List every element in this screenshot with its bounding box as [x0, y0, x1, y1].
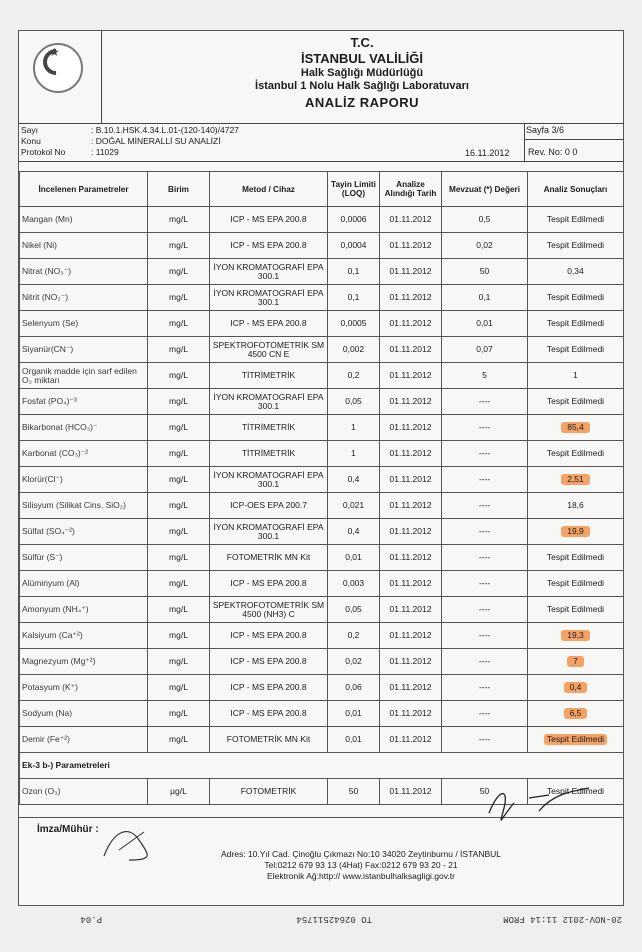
- cell-limit: ----: [442, 441, 528, 467]
- cell-unit: mg/L: [148, 233, 210, 259]
- cell-date: 01.11.2012: [380, 363, 442, 389]
- cell-loq: 0,01: [328, 701, 380, 727]
- cell-limit: 0,1: [442, 285, 528, 311]
- cell-limit: ----: [442, 675, 528, 701]
- col-header-date: Analize Alındığı Tarih: [380, 172, 442, 207]
- cell-limit: ----: [442, 545, 528, 571]
- cell-param: Alüminyum (Al): [20, 571, 148, 597]
- cell-method: SPEKTROFOTOMETRİK SM 4500 CN E: [210, 337, 328, 363]
- cell-unit: mg/L: [148, 441, 210, 467]
- cell-date: 01.11.2012: [380, 311, 442, 337]
- cell-loq: 0,4: [328, 467, 380, 493]
- section-row: [20, 753, 624, 779]
- cell-date: 01.11.2012: [380, 493, 442, 519]
- cell-result: Tespit Edilmedi: [528, 389, 624, 415]
- cell-date: 01.11.2012: [380, 233, 442, 259]
- cell-limit: ----: [442, 571, 528, 597]
- cell-unit: mg/L: [148, 493, 210, 519]
- cell-loq: 0,4: [328, 519, 380, 545]
- cell-param: Kalsiyum (Ca⁺²): [20, 623, 148, 649]
- cell-unit: mg/L: [148, 285, 210, 311]
- cell-method: TİTRİMETRİK: [210, 363, 328, 389]
- cell-result: [528, 649, 624, 675]
- cell-date: 01.11.2012: [380, 441, 442, 467]
- cell-unit: mg/L: [148, 259, 210, 285]
- cell-result: [528, 727, 624, 753]
- cell-result: [528, 519, 624, 545]
- col-header-limit: Mevzuat (*) Değeri: [442, 172, 528, 207]
- cell-date: 01.11.2012: [380, 779, 442, 805]
- table-row: [20, 207, 624, 233]
- revision-number: Rev. No: 0 0: [528, 147, 578, 157]
- footer-address: [19, 849, 623, 882]
- cell-loq: 0,06: [328, 675, 380, 701]
- cell-limit: ----: [442, 493, 528, 519]
- cell-param: Demir (Fe⁺²): [20, 727, 148, 753]
- cell-unit: mg/L: [148, 649, 210, 675]
- cell-limit: ----: [442, 519, 528, 545]
- table-row: [20, 493, 624, 519]
- cell-param: Magnezyum (Mg⁺²): [20, 649, 148, 675]
- page-number: Sayfa 3/6: [526, 125, 565, 135]
- cell-param: Organik madde için sarf edilen O₂ miktarı: [20, 363, 148, 389]
- ministry-logo: [19, 31, 102, 123]
- cell-limit: ----: [442, 415, 528, 441]
- cell-param: Potasyum (K⁺): [20, 675, 148, 701]
- cell-result: 0,34: [528, 259, 624, 285]
- cell-unit: mg/L: [148, 727, 210, 753]
- cell-method: FOTOMETRİK: [210, 779, 328, 805]
- title-laboratuvar: İstanbul 1 Nolu Halk Sağlığı Laboratuvarı: [255, 80, 469, 92]
- cell-loq: 0,003: [328, 571, 380, 597]
- cell-param: Silisyum (Silikat Cins. SiO₂): [20, 493, 148, 519]
- cell-loq: 0,01: [328, 727, 380, 753]
- cell-unit: mg/L: [148, 545, 210, 571]
- cell-limit: 50: [442, 779, 528, 805]
- table-row: [20, 389, 624, 415]
- cell-method: SPEKTROFOTOMETRİK SM 4500 (NH3) C: [210, 597, 328, 623]
- cell-loq: 0,0004: [328, 233, 380, 259]
- highlighted-result: 19,3: [561, 630, 590, 641]
- table-header-row: [20, 172, 624, 207]
- cell-unit: mg/L: [148, 675, 210, 701]
- table-row: [20, 649, 624, 675]
- cell-date: 01.11.2012: [380, 597, 442, 623]
- table-row: [20, 415, 624, 441]
- cell-loq: 0,1: [328, 285, 380, 311]
- cell-loq: 0,0005: [328, 311, 380, 337]
- cell-param: Siyanür(CN⁻): [20, 337, 148, 363]
- sayi-label: Sayı: [21, 125, 39, 135]
- section-label: Ek-3 b-) Parametreleri: [20, 753, 624, 779]
- cell-result: Tespit Edilmedi: [528, 545, 624, 571]
- cell-result: Tespit Edilmedi: [528, 337, 624, 363]
- signature-label: İmza/Mühür :: [37, 824, 99, 835]
- cell-date: 01.11.2012: [380, 389, 442, 415]
- cell-loq: 1: [328, 415, 380, 441]
- table-row: [20, 545, 624, 571]
- cell-method: ICP - MS EPA 200.8: [210, 623, 328, 649]
- table-row: [20, 363, 624, 389]
- cell-unit: mg/L: [148, 337, 210, 363]
- cell-unit: mg/L: [148, 311, 210, 337]
- cell-method: İYON KROMATOGRAFİ EPA 300.1: [210, 389, 328, 415]
- cell-unit: mg/L: [148, 363, 210, 389]
- protokol-label: Protokol No: [21, 147, 66, 157]
- cell-unit: µg/L: [148, 779, 210, 805]
- fax-page: P.04: [80, 914, 102, 924]
- cell-date: 01.11.2012: [380, 207, 442, 233]
- cell-date: 01.11.2012: [380, 623, 442, 649]
- sayi-value: : B.10.1.HSK.4.34.L.01-(120-140)/4727: [91, 125, 239, 135]
- cell-method: İYON KROMATOGRAFİ EPA 300.1: [210, 519, 328, 545]
- cell-result: Tespit Edilmedi: [528, 779, 624, 805]
- cell-param: Nitrit (NO₂⁻): [20, 285, 148, 311]
- col-header-param: İncelenen Parametreler: [20, 172, 148, 207]
- cell-unit: mg/L: [148, 389, 210, 415]
- cell-limit: 0,01: [442, 311, 528, 337]
- cell-date: 01.11.2012: [380, 285, 442, 311]
- table-row: [20, 441, 624, 467]
- table-row: [20, 701, 624, 727]
- cell-method: İYON KROMATOGRAFİ EPA 300.1: [210, 467, 328, 493]
- cell-date: 01.11.2012: [380, 415, 442, 441]
- cell-date: 01.11.2012: [380, 337, 442, 363]
- col-header-loq: Tayin Limiti (LOQ): [328, 172, 380, 207]
- cell-param: Klorür(Cl⁻): [20, 467, 148, 493]
- cell-param: Karbonat (CO₃)⁻²: [20, 441, 148, 467]
- report-date: 16.11.2012: [465, 148, 510, 158]
- cell-limit: 0,5: [442, 207, 528, 233]
- table-row: [20, 623, 624, 649]
- cell-result: [528, 675, 624, 701]
- cell-loq: 0,05: [328, 389, 380, 415]
- cell-limit: ----: [442, 649, 528, 675]
- cell-loq: 0,2: [328, 623, 380, 649]
- highlighted-result: 19,9: [561, 526, 590, 537]
- cell-limit: 0,02: [442, 233, 528, 259]
- highlighted-result: 0,4: [564, 682, 588, 693]
- signature-icon: [479, 783, 609, 823]
- cell-result: Tespit Edilmedi: [528, 207, 624, 233]
- cell-param: Mangan (Mn): [20, 207, 148, 233]
- cell-loq: 0,01: [328, 545, 380, 571]
- cell-limit: 50: [442, 259, 528, 285]
- cell-loq: 1: [328, 441, 380, 467]
- cell-date: 01.11.2012: [380, 571, 442, 597]
- title-valilik: İSTANBUL VALİLİĞİ: [300, 51, 424, 66]
- cell-param: Nitrat (NO₃⁻): [20, 259, 148, 285]
- table-row: [20, 337, 624, 363]
- address-line: Adres: 10.Yıl Cad. Çinoğlu Çıkmazı No:10 34020 Zeytinburnu / İSTANBUL: [220, 849, 501, 859]
- konu-label: Konu: [21, 136, 41, 146]
- table-row: [20, 233, 624, 259]
- cell-method: İYON KROMATOGRAFİ EPA 300.1: [210, 259, 328, 285]
- table-row: [20, 597, 624, 623]
- cell-limit: ----: [442, 597, 528, 623]
- cell-date: 01.11.2012: [380, 467, 442, 493]
- cell-result: Tespit Edilmedi: [528, 285, 624, 311]
- cell-unit: mg/L: [148, 701, 210, 727]
- cell-param: Bikarbonat (HCO₃)⁻: [20, 415, 148, 441]
- col-header-unit: Birim: [148, 172, 210, 207]
- cell-method: İYON KROMATOGRAFİ EPA 300.1: [210, 285, 328, 311]
- cell-method: ICP - MS EPA 200.8: [210, 675, 328, 701]
- cell-result: 18,6: [528, 493, 624, 519]
- cell-param: Nikel (Ni): [20, 233, 148, 259]
- cell-loq: 0,05: [328, 597, 380, 623]
- cell-result: Tespit Edilmedi: [528, 311, 624, 337]
- cell-method: ICP - MS EPA 200.8: [210, 311, 328, 337]
- cell-unit: mg/L: [148, 519, 210, 545]
- cell-method: ICP - MS EPA 200.8: [210, 649, 328, 675]
- cell-result: 1: [528, 363, 624, 389]
- highlighted-result: 6,5: [564, 708, 588, 719]
- report-meta: [19, 123, 623, 162]
- cell-unit: mg/L: [148, 415, 210, 441]
- report-page: [18, 30, 624, 906]
- cell-unit: mg/L: [148, 623, 210, 649]
- phone-line: Tel:0212 679 93 13 (4Hat) Fax:0212 679 93 20 - 21: [264, 860, 458, 870]
- title-tc: T.C.: [350, 35, 374, 50]
- cell-result: [528, 623, 624, 649]
- cell-method: ICP - MS EPA 200.8: [210, 571, 328, 597]
- cell-limit: ----: [442, 389, 528, 415]
- table-row: [20, 467, 624, 493]
- highlighted-result: 85,4: [561, 422, 590, 433]
- cell-unit: mg/L: [148, 467, 210, 493]
- cell-result: Tespit Edilmedi: [528, 233, 624, 259]
- cell-loq: 0,002: [328, 337, 380, 363]
- cell-param: Selenyum (Se): [20, 311, 148, 337]
- cell-date: 01.11.2012: [380, 675, 442, 701]
- cell-method: FOTOMETRİK MN Kit: [210, 727, 328, 753]
- table-row: [20, 311, 624, 337]
- cell-result: Tespit Edilmedi: [528, 597, 624, 623]
- cell-limit: ----: [442, 623, 528, 649]
- analysis-table: [19, 171, 624, 805]
- cell-loq: 0,021: [328, 493, 380, 519]
- cell-loq: 0,1: [328, 259, 380, 285]
- cell-param: Sülfür (S⁻): [20, 545, 148, 571]
- star-icon: ★: [49, 45, 60, 59]
- cell-unit: mg/L: [148, 597, 210, 623]
- table-row: [20, 519, 624, 545]
- cell-limit: ----: [442, 467, 528, 493]
- cell-unit: mg/L: [148, 571, 210, 597]
- report-header: [19, 31, 623, 124]
- fax-to: TO 02642511754: [296, 914, 372, 924]
- cell-loq: 0,2: [328, 363, 380, 389]
- cell-method: ICP - MS EPA 200.8: [210, 701, 328, 727]
- table-row: [20, 675, 624, 701]
- cell-method: ICP-OES EPA 200.7: [210, 493, 328, 519]
- cell-limit: ----: [442, 727, 528, 753]
- cell-result: [528, 467, 624, 493]
- title-mudurluk: Halk Sağlığı Müdürlüğü: [300, 67, 424, 79]
- cell-param: Sodyum (Na): [20, 701, 148, 727]
- page-title: ANALİZ RAPORU: [304, 95, 420, 110]
- cell-method: ICP - MS EPA 200.8: [210, 207, 328, 233]
- cell-limit: 0,07: [442, 337, 528, 363]
- cell-loq: 0,02: [328, 649, 380, 675]
- cell-param: Ozon (O₃): [20, 779, 148, 805]
- cell-date: 01.11.2012: [380, 545, 442, 571]
- cell-date: 01.11.2012: [380, 701, 442, 727]
- col-header-method: Metod / Cihaz: [210, 172, 328, 207]
- cell-date: 01.11.2012: [380, 259, 442, 285]
- protokol-value: : 11029: [91, 147, 119, 157]
- cell-date: 01.11.2012: [380, 519, 442, 545]
- cell-method: FOTOMETRİK MN Kit: [210, 545, 328, 571]
- cell-method: TİTRİMETRİK: [210, 441, 328, 467]
- highlighted-result: 7: [567, 656, 584, 667]
- cell-param: Sülfat (SO₄⁻²): [20, 519, 148, 545]
- cell-result: Tespit Edilmedi: [528, 571, 624, 597]
- cell-limit: ----: [442, 701, 528, 727]
- cell-unit: mg/L: [148, 207, 210, 233]
- konu-value: : DOĞAL MİNERALLİ SU ANALİZİ: [91, 136, 221, 146]
- cell-loq: 50: [328, 779, 380, 805]
- cell-result: [528, 415, 624, 441]
- cell-result: [528, 701, 624, 727]
- fax-from: 20-NOV-2012 11:14 FROM: [503, 914, 622, 924]
- cell-date: 01.11.2012: [380, 649, 442, 675]
- cell-param: Amonyum (NH₄⁺): [20, 597, 148, 623]
- highlighted-result: Tespit Edilmedi: [544, 734, 607, 745]
- cell-loq: 0,0006: [328, 207, 380, 233]
- cell-limit: 5: [442, 363, 528, 389]
- cell-date: 01.11.2012: [380, 727, 442, 753]
- cell-param: Fosfat (PO₄)⁻³: [20, 389, 148, 415]
- table-row: [20, 259, 624, 285]
- table-row: [20, 285, 624, 311]
- web-line: Elektronik Ağ:http:// www.istanbulhalksagligi.gov.tr: [267, 871, 455, 881]
- cell-method: TİTRİMETRİK: [210, 415, 328, 441]
- cell-method: ICP - MS EPA 200.8: [210, 233, 328, 259]
- title-block: [101, 31, 623, 123]
- highlighted-result: 2,51: [561, 474, 590, 485]
- table-row: [20, 571, 624, 597]
- cell-result: Tespit Edilmedi: [528, 441, 624, 467]
- table-row: [20, 727, 624, 753]
- col-header-result: Analiz Sonuçları: [528, 172, 624, 207]
